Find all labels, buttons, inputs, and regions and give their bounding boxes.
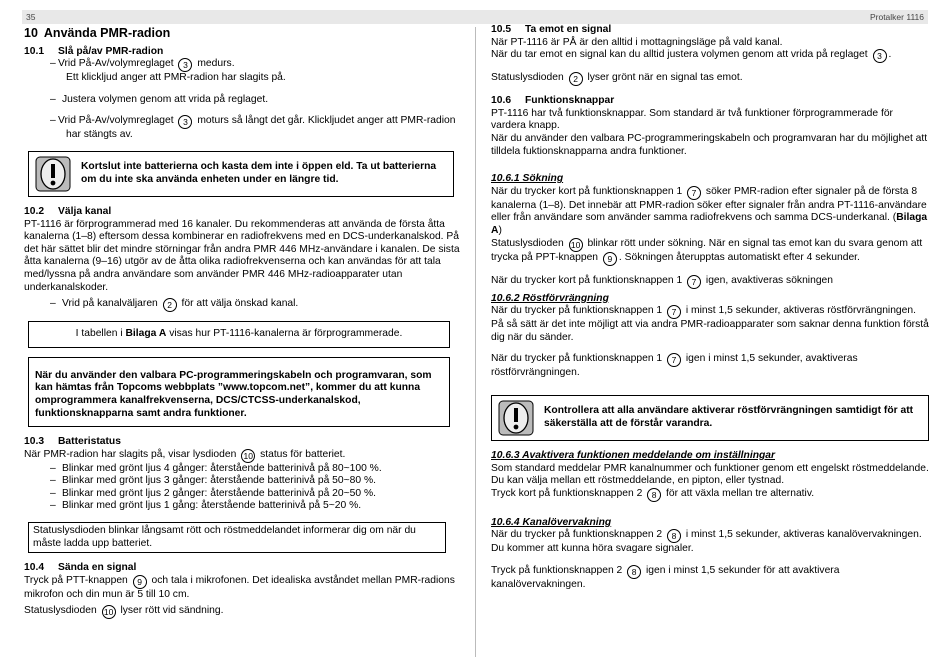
list-item: – Vrid På-Av/volymreglaget 3 medurs. Ett klickljud anger att PMR-radion har slagits på. <box>24 58 460 85</box>
paragraph: När du trycker på funktionsknappen 2 8 i minst 1,5 sekunder, aktiveras kanalövervakningen. Du kommer att kunna höra svagare signaler. <box>491 529 922 555</box>
subsection-heading: 10.6.4 Kanalövervakning <box>491 516 612 528</box>
ref-number: 7 <box>667 353 681 367</box>
paragraph: När PMR-radion har slagits på, visar lysdioden 10 status för batteriet. <box>24 448 346 461</box>
ref-number: 10 <box>241 449 255 463</box>
paragraph: När PT-1116 är PÅ är den alltid i mottagningsläge på vald kanal. <box>491 36 783 48</box>
list-item: – Justera volymen genom att vrida på reglaget. <box>24 94 460 107</box>
info-box: I tabellen i Bilaga A visas hur PT-1116-kanalerna är förprogrammerade. <box>28 321 450 348</box>
section-heading: 10.2 Välja kanal <box>24 205 112 217</box>
info-box: När du använder den valbara PC-programmeringskabeln och programvaran, som kan hämtas från Topcoms webbplats ”www.topcom.net”, kommer du att kunna omprogrammera kanalfrekvenserna, DCS/CTCSS-underkanalskod, funktionsknapparna samt andra funktioner. <box>28 357 450 427</box>
paragraph: Statuslysdioden 2 lyser grönt när en signal tas emot. <box>491 72 743 85</box>
paragraph: Statuslysdioden 10 blinkar rött under sökning. När en signal tas emot kan du svara genom att trycka på PPT-knappen 9 . Sökningen återupptas automatiskt efter 4 sekunder. <box>491 237 923 264</box>
subsection-heading: 10.6.2 Röstförvrängning <box>491 292 609 304</box>
ref-number: 2 <box>569 72 583 86</box>
section-heading: 10.4 Sända en signal <box>24 562 137 574</box>
ref-number: 2 <box>163 298 177 312</box>
list-item: – Blinkar med grönt ljus 3 gånger: återstående batterinivå på 50~80 %. <box>24 475 460 488</box>
paragraph: Tryck kort på funktionsknappen 2 8 för att växla mellan tre alternativ. <box>491 487 815 500</box>
section-heading: 10.5 Ta emot en signal <box>491 24 612 35</box>
ref-number: 8 <box>647 488 661 502</box>
list-item: – Blinkar med grönt ljus 1 gång: återstående batterinivå på 5~20 %. <box>24 500 460 513</box>
column-divider <box>475 27 476 657</box>
warning-box <box>491 395 929 441</box>
ref-number: 7 <box>687 186 701 200</box>
warning-box <box>28 151 454 197</box>
subsection-heading: 10.6.1 Sökning <box>491 173 564 185</box>
section-heading: 10.3 Batteristatus <box>24 436 121 448</box>
paragraph: Tryck på PTT-knappen 9 och tala i mikrofonen. Det idealiska avståndet mellan PMR-radions mikrofon och din mun är 5 till 10 cm. <box>24 574 455 600</box>
list-item: – Blinkar med grönt ljus 2 gånger: återstående batterinivå på 20~50 %. <box>24 488 460 501</box>
ref-number: 10 <box>569 238 583 252</box>
ref-number: 8 <box>667 529 681 543</box>
ref-number: 10 <box>102 605 116 619</box>
paragraph: När du använder den valbara PC-programmeringskabeln och programvaran har du möjlighet att tilldela fuktionsknapparna andra funktioner. <box>491 132 928 157</box>
paragraph: När du trycker kort på funktionsknappen 1 7 söker PMR-radion efter signaler på de första 8 kanalerna (1–8). Det innebär att PMR-radion söker efter signaler från andra PT-1116-användare eller från användare som använder samma radiofrekvens och samma DCS-underkanal. (Bilaga A) <box>491 185 928 236</box>
warning-icon <box>498 400 534 436</box>
paragraph: När du trycker kort på funktionsknappen 1 7 igen, avaktiveras sökningen <box>491 274 833 287</box>
product-name: Protalker 1116 <box>869 12 924 22</box>
paragraph: När du trycker på funktionsknappen 1 7 i minst 1,5 sekunder, aktiveras röstförvrängningen. På så sätt är det inte möjligt att via andra PMR-radioapparater som saknar denna funktion förstå dig när du sänder. <box>491 305 929 343</box>
ref-number: 3 <box>873 49 887 63</box>
subsection-heading: 10.6.3 Avaktivera funktionen meddelande om inställningar <box>491 449 776 461</box>
ref-number: 3 <box>178 58 192 72</box>
paragraph: Som standard meddelar PMR kanalnummer och funktioner genom ett engelskt röstmeddelande. Du kan välja mellan ett röstmeddelande, en pipton, eller tystnad. <box>491 462 929 487</box>
ref-number: 3 <box>178 115 192 129</box>
section-heading: 10.1 Slå på/av PMR-radion <box>24 45 164 57</box>
right-column <box>491 24 929 591</box>
page-number: 35 <box>26 12 36 22</box>
paragraph: PT-1116 är förprogrammerad med 16 kanaler. Du rekommenderas att använda de första åtta kanalerna (1–8) eftersom dessa kombinerar en radiofrekvens med en DCS-underkanalskod. På det här sättet blir det mindre störningar från andra PMR 446 MHz-användare i kanalen. De sista åtta kanalerna (9–16) utgör av de åtta olika radiofrekvenserna och kan användas för att tala med/lyssna på andra användare som använder PMR 446 MHz-radioapparater utan underkanalskoder. <box>24 218 460 293</box>
paragraph: Tryck på funktionsknappen 2 8 igen i minst 1,5 sekunder för att avaktivera kanalövervakningen. <box>491 564 840 590</box>
info-box: Statuslysdioden blinkar långsamt rött och röstmeddelandet informerar dig om när du måste ladda upp batteriet. <box>28 522 446 553</box>
list-item: – Vrid På-Av/volymreglaget 3 moturs så långt det går. Klickljudet anger att PMR-radion har stängts av. <box>24 115 460 142</box>
paragraph: När du tar emot en signal kan du alltid justera volymen genom att vrida på reglaget 3 . <box>491 49 892 62</box>
paragraph: Statuslysdioden 10 lyser rött vid sändning. <box>24 605 224 618</box>
paragraph: När du trycker på funktionsknappen 1 7 igen i minst 1,5 sekunder, avaktiveras röstförvrängningen. <box>491 353 858 379</box>
ref-number: 7 <box>687 275 701 289</box>
warning-icon <box>35 156 71 192</box>
ref-number: 9 <box>603 252 617 266</box>
section-heading: 10.6 Funktionsknappar <box>491 95 615 107</box>
chapter-heading: 10 Använda PMR-radion <box>24 26 171 40</box>
list-item: – Vrid på kanalväljaren 2 för att välja önskad kanal. <box>24 298 460 312</box>
ref-number: 9 <box>133 575 147 589</box>
page-header <box>22 10 928 24</box>
left-column <box>24 24 460 619</box>
ref-number: 7 <box>667 305 681 319</box>
ref-number: 8 <box>627 565 641 579</box>
warning-text: Kontrollera att alla användare aktiverar röstförvrängningen samtidigt för att säkerställa att de förstår varandra. <box>544 405 914 429</box>
paragraph: PT-1116 har två funktionsknappar. Som standard är två funktioner förprogrammerade för vardera knapp. <box>491 107 893 132</box>
warning-text: Kortslut inte batterierna och kasta dem inte i öppen eld. Ta ut batterierna om du inte ska använda enheten under en längre tid. <box>81 161 437 185</box>
list-item: – Blinkar med grönt ljus 4 gånger: återstående batterinivå på 80~100 %. <box>24 463 460 476</box>
